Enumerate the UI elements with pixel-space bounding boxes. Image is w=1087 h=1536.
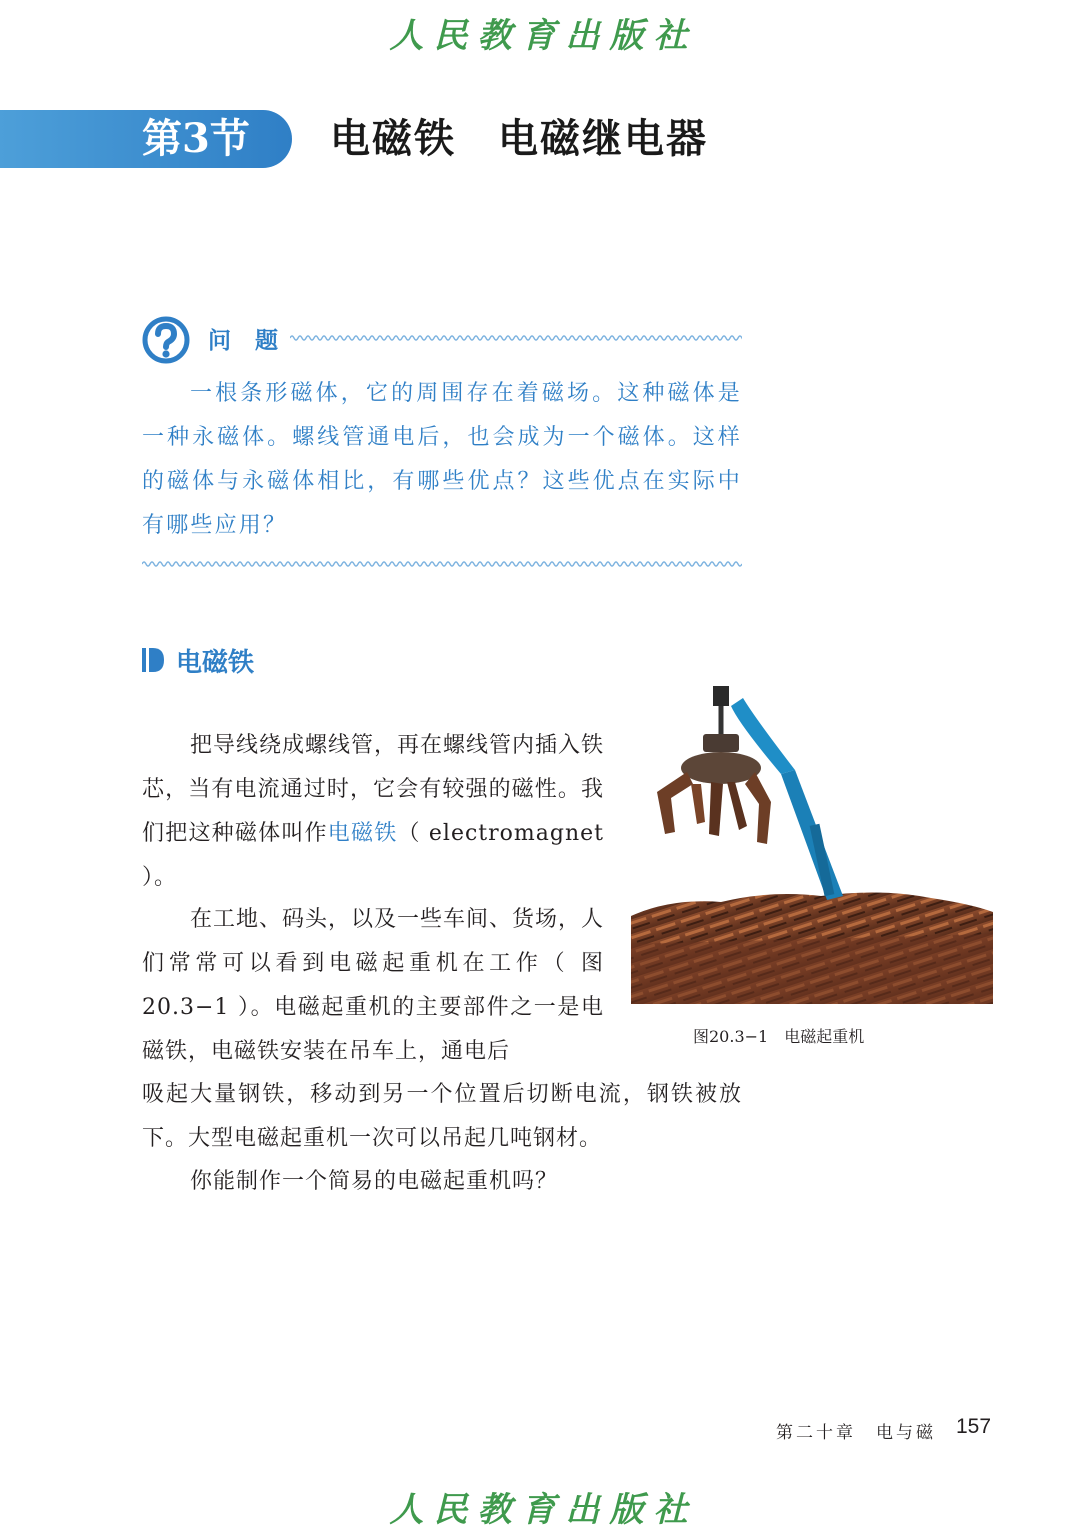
term-highlight: 电磁铁: [327, 821, 398, 846]
publisher-header: 人民教育出版社: [389, 16, 698, 56]
figure-caption: 图20.3−1 电磁起重机: [693, 1027, 865, 1046]
page-number: 157: [956, 1415, 992, 1438]
question-mark-icon: [142, 316, 190, 364]
question-label: 问 题: [208, 328, 287, 354]
paragraph-text: （ electromagnet ）。: [142, 821, 604, 890]
electromagnetic-crane-photo: [631, 684, 993, 1004]
footer-chapter: 第二十章 电与磁: [776, 1423, 936, 1443]
section-title: 电磁铁 电磁继电器: [330, 116, 708, 162]
subsection-title: 电磁铁: [176, 648, 255, 678]
section-number: 第3节: [142, 115, 250, 162]
question-text: 一根条形磁体，它的周围存在着磁场。这种磁体是一种永磁体。螺线管通电后，也会成为一个磁体。这样的磁体与永磁体相比，有哪些优点？这些优点在实际中有哪些应用？: [142, 381, 742, 538]
paragraph: 吸起大量钢铁，移动到另一个位置后切断电流，钢铁被放下。大型电磁起重机一次可以吊起几吨钢材。: [142, 1082, 742, 1151]
paragraph: 在工地、码头，以及一些车间、货场，人们常常可以看到电磁起重机在工作（ 图20.3−1 ）。电磁起重机的主要部件之一是电磁铁，电磁铁安装在吊车上，通电后: [142, 907, 605, 1064]
wavy-divider: [290, 332, 742, 344]
section-marker-icon: [142, 648, 164, 672]
publisher-footer: 人民教育出版社: [389, 1490, 698, 1530]
paragraph: 你能制作一个简易的电磁起重机吗？: [190, 1169, 559, 1194]
paragraph-text: 把导线绕成螺线管，再在螺线管内插入铁芯，当有电流通过时，它会有较强的磁性。我们把这种磁体叫作: [142, 733, 605, 846]
wavy-divider: [142, 558, 742, 570]
paragraph: [142, 724, 604, 900]
